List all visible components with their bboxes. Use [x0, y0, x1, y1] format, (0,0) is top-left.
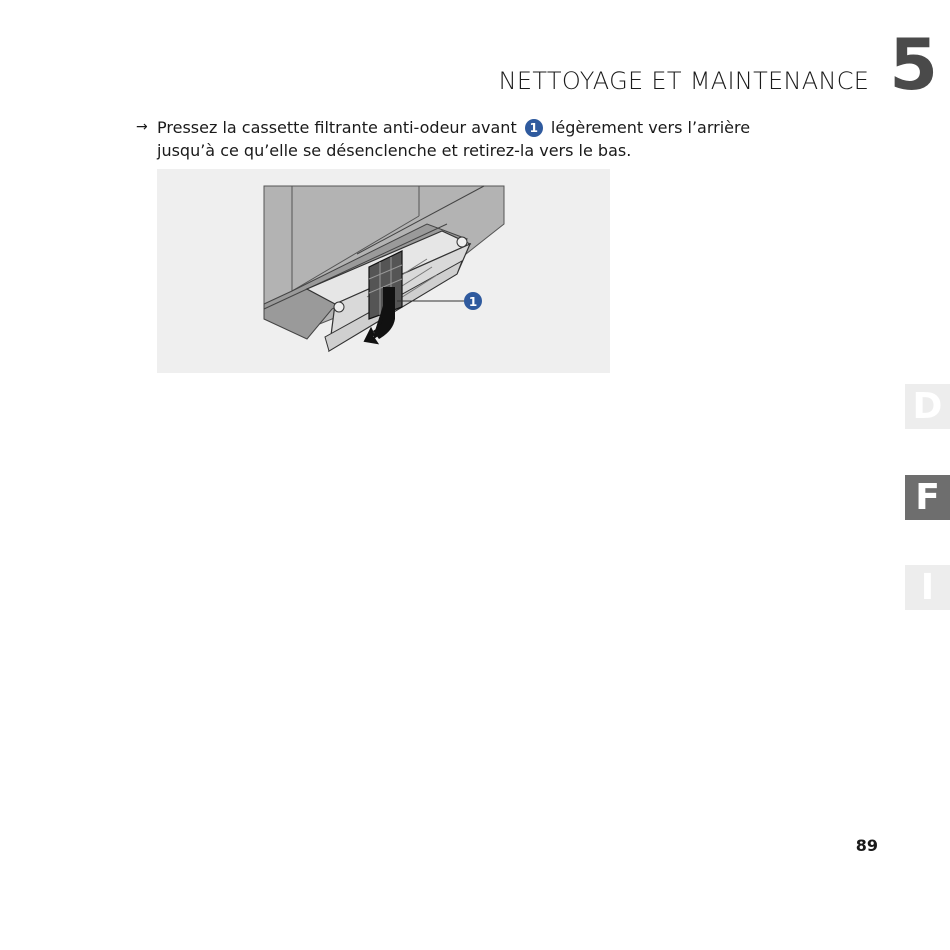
language-tab-d[interactable]: D: [905, 384, 950, 429]
page-number: 89: [855, 836, 878, 855]
section-title: NETTOYAGE ET MAINTENANCE: [498, 67, 870, 95]
arrow-icon: →: [136, 119, 148, 135]
language-tab-f[interactable]: F: [905, 475, 950, 520]
instruction-step: [136, 116, 786, 162]
callout-label: 1: [468, 295, 478, 309]
instruction-text-before: Pressez la cassette filtrante anti-odeur avant: [157, 118, 517, 137]
chapter-number: 5: [889, 24, 938, 106]
instruction-text-after: légèrement vers l’arrière jusqu’à ce qu’elle se désenclenche et retirez-la vers le bas.: [157, 118, 751, 160]
filter-illustration: [157, 169, 610, 373]
instruction-text: [157, 116, 786, 162]
page-header: [498, 24, 938, 106]
range-hood-drawing: [157, 169, 610, 373]
language-tab-i[interactable]: I: [905, 565, 950, 610]
callout-marker: 1: [525, 119, 543, 137]
